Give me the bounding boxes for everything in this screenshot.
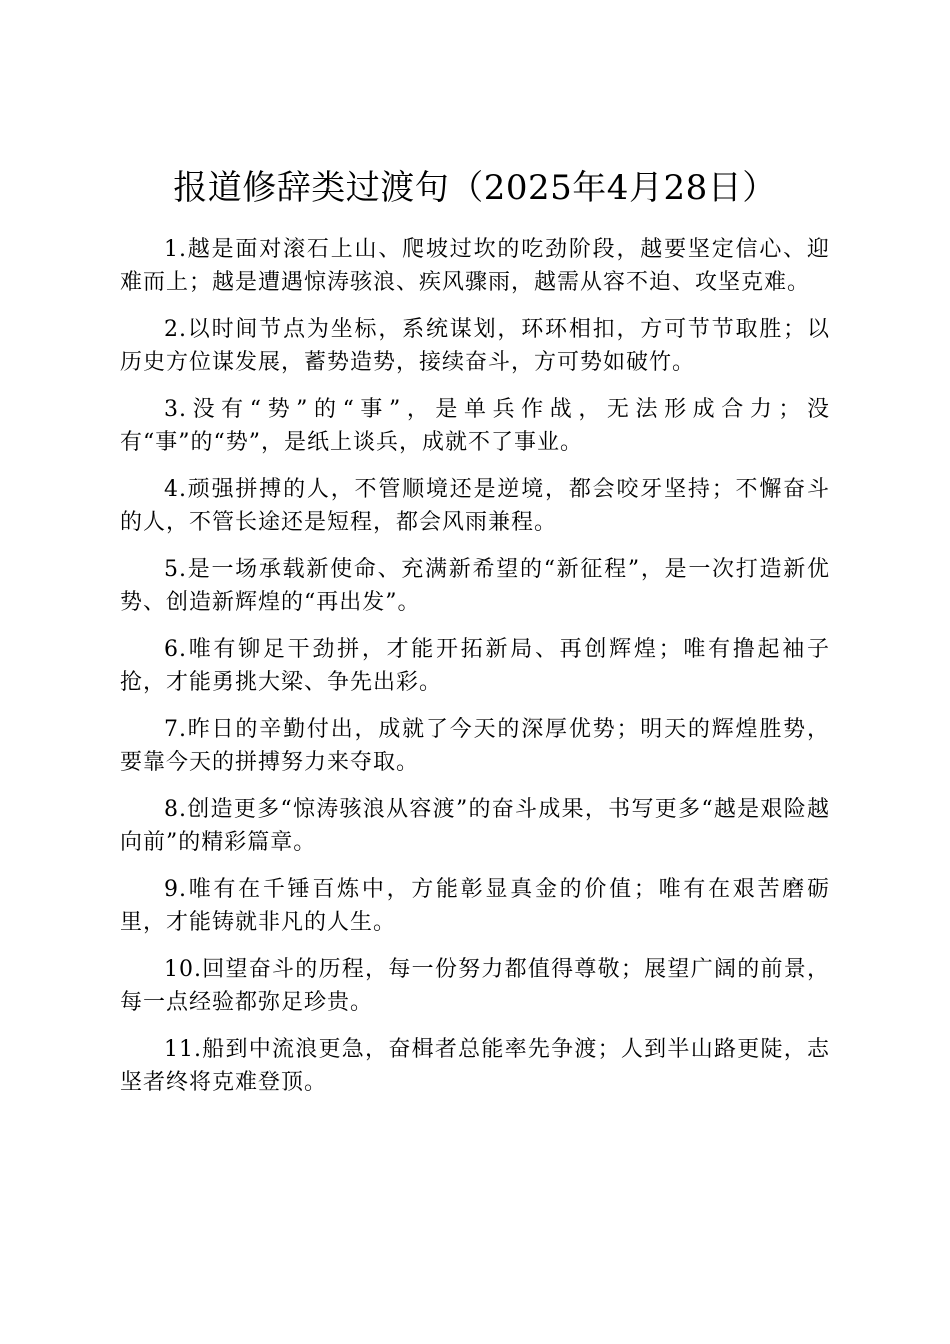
sentence-item: 10.回望奋斗的历程，每一份努力都值得尊敬；展望广阔的前景，每一点经验都弥足珍贵。 (120, 957, 830, 1015)
sentence-item: 3.没有“势”的“事”，是单兵作战，无法形成合力；没有“事”的“势”，是纸上谈兵，成就不了事业。 (120, 397, 830, 455)
sentence-item: 6.唯有铆足干劲拼，才能开拓新局、再创辉煌；唯有撸起袖子抢，才能勇挑大梁、争先出彩。 (120, 637, 830, 695)
sentence-item: 5.是一场承载新使命、充满新希望的“新征程”，是一次打造新优势、创造新辉煌的“再出发”。 (120, 557, 830, 615)
sentence-item: 11.船到中流浪更急，奋楫者总能率先争渡；人到半山路更陡，志坚者终将克难登顶。 (120, 1037, 830, 1095)
sentence-item: 2.以时间节点为坐标，系统谋划，环环相扣，方可节节取胜；以历史方位谋发展，蓄势造势，接续奋斗，方可势如破竹。 (120, 317, 830, 375)
document-title: 报道修辞类过渡句（2025年4月28日） (173, 168, 777, 208)
sentence-item: 7.昨日的辛勤付出，成就了今天的深厚优势；明天的辉煌胜势，要靠今天的拼搏努力来夺取。 (120, 717, 830, 775)
sentence-item: 9.唯有在千锤百炼中，方能彰显真金的价值；唯有在艰苦磨砺里，才能铸就非凡的人生。 (120, 877, 830, 935)
sentence-item: 4.顽强拼搏的人，不管顺境还是逆境，都会咬牙坚持；不懈奋斗的人，不管长途还是短程，都会风雨兼程。 (120, 477, 830, 535)
sentence-item: 1.越是面对滚石上山、爬坡过坎的吃劲阶段，越要坚定信心、迎难而上；越是遭遇惊涛骇浪、疾风骤雨，越需从容不迫、攻坚克难。 (120, 237, 830, 295)
sentence-item: 8.创造更多“惊涛骇浪从容渡”的奋斗成果，书写更多“越是艰险越向前”的精彩篇章。 (120, 797, 830, 855)
sentence-list (120, 233, 830, 1113)
